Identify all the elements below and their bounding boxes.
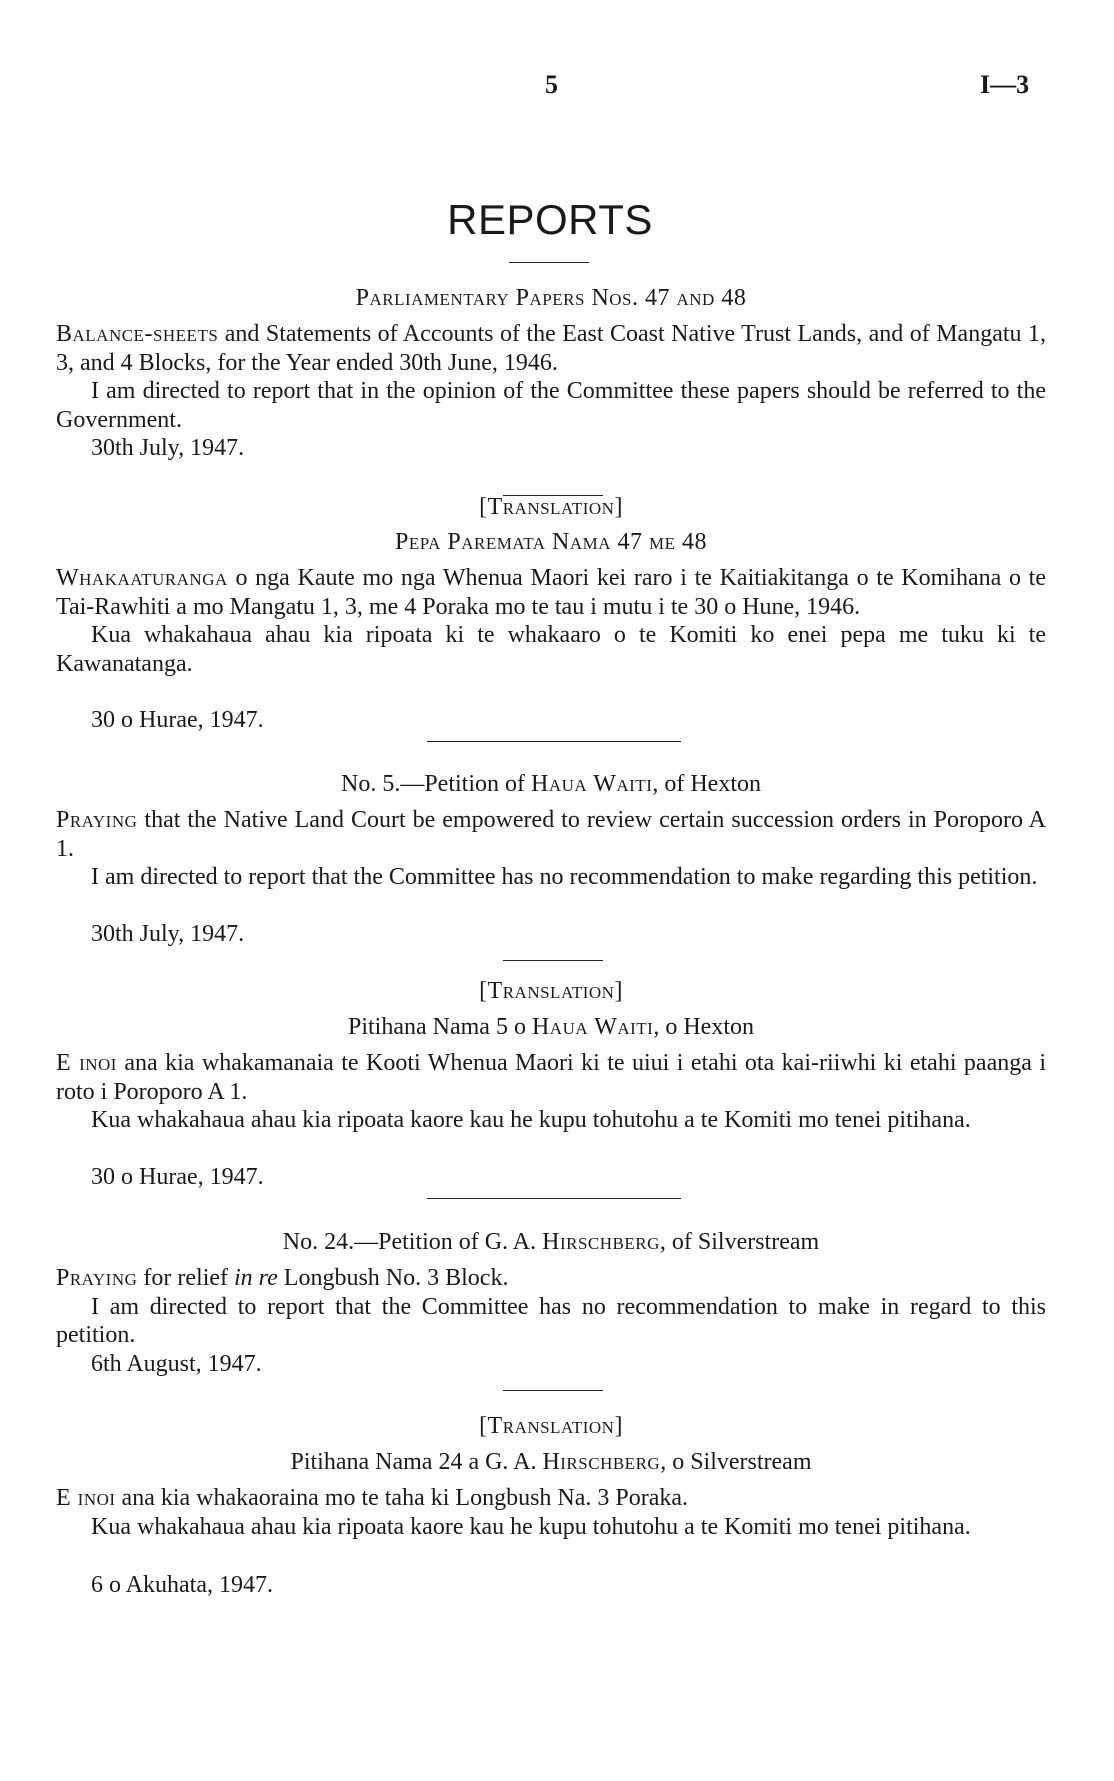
lead-text: o nga Kaute mo nga Whenua Maori kei raro i te Kaitiakitanga o te Komihana o te Tai-Rawhiti a mo Mangatu 1, 3, me 4 Poraka mo te tau i mutu i te 30 o Hune, 1946. xyxy=(56,565,1046,620)
title-rule xyxy=(509,262,589,263)
petition-heading xyxy=(56,1448,1046,1476)
report-text: I am directed to report that the Committee has no recommendation to make regarding this petition. xyxy=(91,864,1038,890)
petition-heading xyxy=(56,1228,1046,1256)
report-date: 30 o Hurae, 1947. xyxy=(91,1164,264,1190)
section-rule xyxy=(503,960,603,961)
heading-prefix: Pitihana Nama 5 o xyxy=(348,1014,532,1040)
lead-word: E inoi xyxy=(56,1485,116,1511)
paper-reference: I—3 xyxy=(980,70,1030,99)
lead-italic: in re xyxy=(234,1265,278,1291)
lead-text: ana kia whakaoraina mo te taha ki Longbush Na. 3 Poraka. xyxy=(115,1485,689,1511)
section-paragraph xyxy=(56,806,1046,892)
lead-word: Whakaaturanga xyxy=(56,565,228,591)
lead-text: that the Native Land Court be empowered to review certain succession orders in Poroporo A 1. xyxy=(56,807,1046,862)
heading-prefix: No. 5.—Petition of xyxy=(340,771,531,797)
lead-word: E inoi xyxy=(56,1050,117,1076)
heading-suffix: , o Silverstream xyxy=(660,1449,812,1475)
section-paragraph xyxy=(56,1049,1046,1135)
translation-label: [Translation] xyxy=(479,494,623,520)
report-text: Kua whakahaua ahau kia ripoata kaore kau he kupu tohutohu a te Komiti mo tenei pitihana. xyxy=(91,1107,971,1133)
section-paragraph xyxy=(56,1264,1046,1350)
lead-text: for relief xyxy=(137,1265,235,1291)
petition-heading xyxy=(56,770,1046,798)
lead-word: Balance-sheets xyxy=(56,321,219,347)
translation-label: [Translation] xyxy=(479,1413,623,1439)
report-date: 30 o Hurae, 1947. xyxy=(91,707,264,733)
lead-text: ana kia whakamanaia te Kooti Whenua Maori ki te uiui i etahi ota kai-riiwhi ki etahi paanga i roto i Poroporo A 1. xyxy=(56,1050,1046,1105)
section-rule xyxy=(427,741,681,742)
report-date: 30th July, 1947. xyxy=(91,921,245,947)
report-date: 30th July, 1947. xyxy=(91,435,245,461)
report-date: 6 o Akuhata, 1947. xyxy=(91,1572,273,1598)
report-text: I am directed to report that the Committee has no recommendation to make in regard to this petition. xyxy=(56,1293,1046,1348)
petition-heading xyxy=(56,1013,1046,1041)
heading-suffix: , o Hexton xyxy=(653,1014,754,1040)
section-heading: Pepa Paremata Nama 47 me 48 xyxy=(394,529,708,555)
petitioner-name: Haua Waiti xyxy=(531,1014,654,1040)
section-paragraph xyxy=(56,320,1046,434)
petitioner-name: Hirschberg xyxy=(542,1449,661,1475)
heading-suffix: , of Silverstream xyxy=(659,1229,820,1255)
lead-text-end: Longbush No. 3 Block. xyxy=(277,1265,509,1291)
lead-text: and Statements of Accounts of the East Coast Native Trust Lands, and of Mangatu 1, 3, and 4 Blocks, for the Year ended 30th June, 1946. xyxy=(56,321,1046,376)
heading-suffix: , of Hexton xyxy=(652,771,762,797)
report-text: I am directed to report that in the opinion of the Committee these papers should be referred to the Government. xyxy=(56,378,1046,433)
report-text: Kua whakahaua ahau kia ripoata kaore kau he kupu tohutohu a te Komiti mo tenei pitihana. xyxy=(91,1513,971,1540)
lead-word: Praying xyxy=(56,807,138,833)
section-rule xyxy=(503,1390,603,1391)
section-paragraph xyxy=(56,1484,1046,1541)
section-rule xyxy=(427,1198,681,1199)
report-date: 6th August, 1947. xyxy=(91,1351,262,1377)
report-text: Kua whakahaua ahau kia ripoata ki te whakaaro o te Komiti ko enei pepa me tuku ki te Kawanatanga. xyxy=(56,622,1046,677)
section-heading: Parliamentary Papers Nos. 47 and 48 xyxy=(355,285,747,311)
translation-label: [Translation] xyxy=(479,978,623,1004)
heading-prefix: Pitihana Nama 24 a G. A. xyxy=(290,1449,543,1475)
petitioner-name: Haua Waiti xyxy=(530,771,653,797)
lead-word: Praying xyxy=(56,1265,138,1291)
page-title: REPORTS xyxy=(447,196,653,243)
section-paragraph xyxy=(56,564,1046,678)
page-number: 5 xyxy=(545,70,558,99)
heading-prefix: No. 24.—Petition of G. A. xyxy=(282,1229,543,1255)
petitioner-name: Hirschberg xyxy=(542,1229,660,1255)
